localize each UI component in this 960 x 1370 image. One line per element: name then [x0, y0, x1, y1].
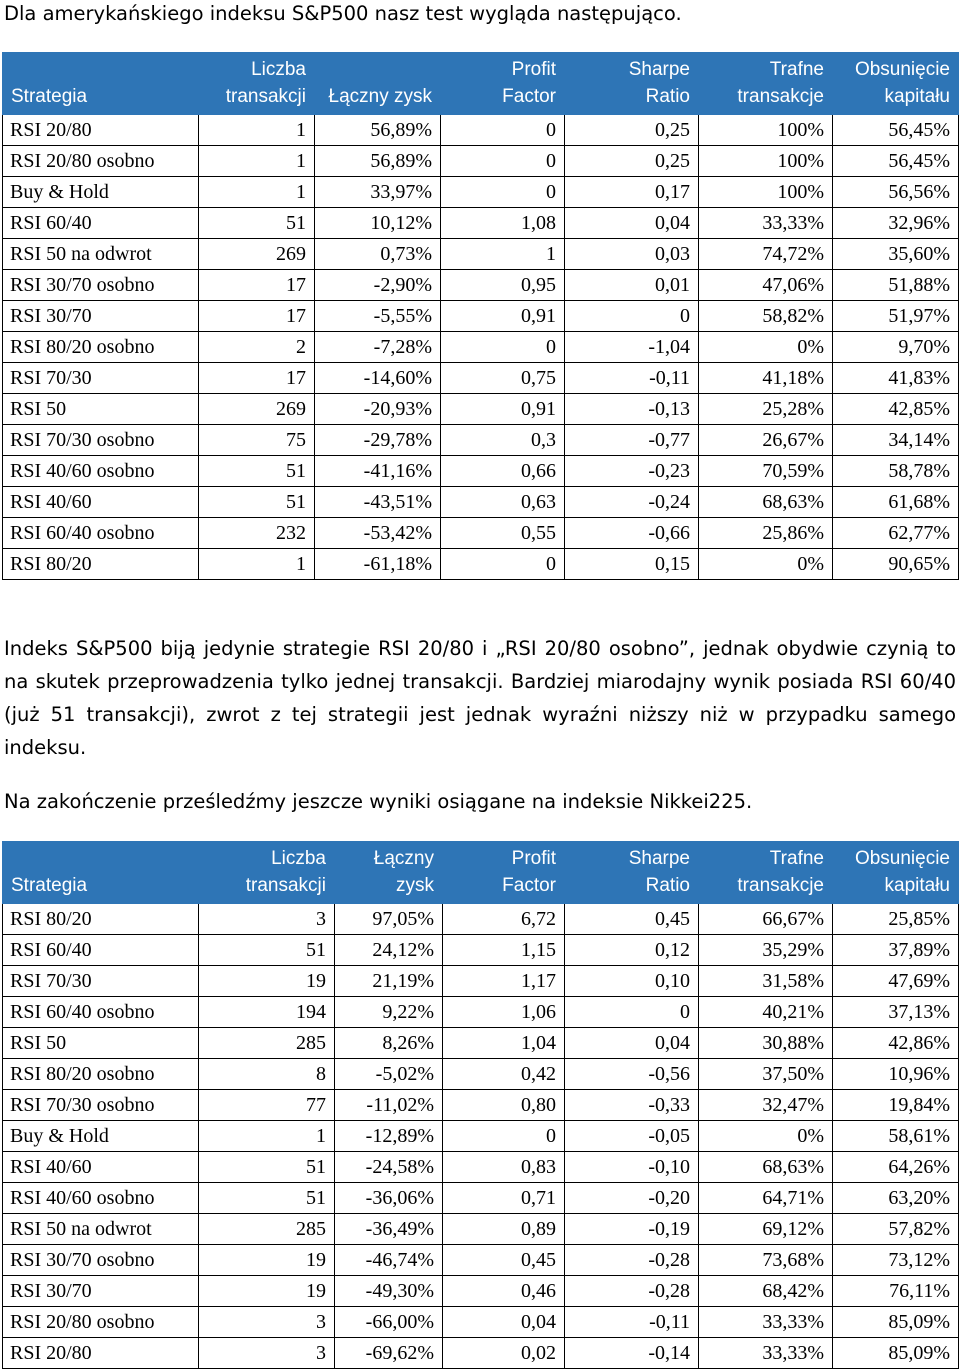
value-cell: 0,80	[443, 1090, 565, 1121]
value-cell: 19,84%	[833, 1090, 959, 1121]
strategy-cell: RSI 40/60 osobno	[3, 456, 199, 487]
table-row	[3, 1121, 959, 1152]
table-row	[3, 1028, 959, 1059]
column-header	[565, 842, 699, 904]
value-cell: -0,05	[565, 1121, 699, 1152]
value-cell: 0,83	[443, 1152, 565, 1183]
strategy-cell: Buy & Hold	[3, 177, 199, 208]
value-cell: 47,06%	[699, 270, 833, 301]
table-row	[3, 549, 959, 580]
table-row	[3, 332, 959, 363]
value-cell: 56,89%	[315, 146, 441, 177]
value-cell: -69,62%	[335, 1338, 443, 1369]
strategy-cell: RSI 70/30 osobno	[3, 425, 199, 456]
value-cell: 61,68%	[833, 487, 959, 518]
value-cell: -61,18%	[315, 549, 441, 580]
value-cell: -0,24	[565, 487, 699, 518]
value-cell: 34,14%	[833, 425, 959, 456]
value-cell: 51	[199, 208, 315, 239]
value-cell: 8,26%	[335, 1028, 443, 1059]
value-cell: 77	[199, 1090, 335, 1121]
value-cell: 56,89%	[315, 115, 441, 146]
strategy-cell: RSI 20/80 osobno	[3, 1307, 199, 1338]
strategy-cell: Buy & Hold	[3, 1121, 199, 1152]
value-cell: -66,00%	[335, 1307, 443, 1338]
strategy-cell: RSI 20/80	[3, 1338, 199, 1369]
value-cell: -11,02%	[335, 1090, 443, 1121]
table-row	[3, 363, 959, 394]
value-cell: 1,17	[443, 966, 565, 997]
value-cell: 0,3	[441, 425, 565, 456]
value-cell: -41,16%	[315, 456, 441, 487]
table-row	[3, 394, 959, 425]
value-cell: 33,33%	[699, 1338, 833, 1369]
value-cell: 68,42%	[699, 1276, 833, 1307]
value-cell: 1,06	[443, 997, 565, 1028]
strategy-cell: RSI 40/60	[3, 487, 199, 518]
value-cell: 74,72%	[699, 239, 833, 270]
nikkei225-results-table	[2, 841, 959, 1369]
value-cell: 73,12%	[833, 1245, 959, 1276]
column-header-text: Sharpe	[628, 59, 690, 80]
strategy-cell: RSI 40/60	[3, 1152, 199, 1183]
strategy-cell: RSI 60/40	[3, 935, 199, 966]
strategy-cell: RSI 40/60 osobno	[3, 1183, 199, 1214]
value-cell: -20,93%	[315, 394, 441, 425]
value-cell: 57,82%	[833, 1214, 959, 1245]
value-cell: 0,25	[565, 146, 699, 177]
strategy-cell: RSI 30/70	[3, 301, 199, 332]
value-cell: -0,11	[565, 363, 699, 394]
value-cell: 0,46	[443, 1276, 565, 1307]
value-cell: 75	[199, 425, 315, 456]
value-cell: 0,10	[565, 966, 699, 997]
value-cell: 100%	[699, 146, 833, 177]
value-cell: 1	[199, 177, 315, 208]
table-row	[3, 177, 959, 208]
value-cell: -5,02%	[335, 1059, 443, 1090]
column-header-text: Liczba	[251, 59, 306, 80]
value-cell: 1	[199, 1121, 335, 1152]
column-header	[335, 842, 443, 904]
table-row	[3, 1214, 959, 1245]
value-cell: 21,19%	[335, 966, 443, 997]
value-cell: 25,85%	[833, 904, 959, 935]
value-cell: 62,77%	[833, 518, 959, 549]
value-cell: 0%	[699, 332, 833, 363]
value-cell: 17	[199, 301, 315, 332]
strategy-cell: RSI 60/40 osobno	[3, 997, 199, 1028]
value-cell: 269	[199, 394, 315, 425]
value-cell: -0,23	[565, 456, 699, 487]
table-row	[3, 456, 959, 487]
strategy-cell: RSI 50 na odwrot	[3, 1214, 199, 1245]
value-cell: 0,91	[441, 301, 565, 332]
value-cell: -0,19	[565, 1214, 699, 1245]
value-cell: 194	[199, 997, 335, 1028]
value-cell: 1	[199, 115, 315, 146]
value-cell: 0,55	[441, 518, 565, 549]
column-header-text: Sharpe	[628, 848, 690, 869]
table-body	[3, 904, 959, 1369]
strategy-cell: RSI 20/80 osobno	[3, 146, 199, 177]
value-cell: 0	[441, 549, 565, 580]
value-cell: 3	[199, 904, 335, 935]
value-cell: 0,04	[565, 1028, 699, 1059]
value-cell: 0%	[699, 1121, 833, 1152]
value-cell: 0,02	[443, 1338, 565, 1369]
value-cell: -0,66	[565, 518, 699, 549]
value-cell: 100%	[699, 115, 833, 146]
value-cell: 9,70%	[833, 332, 959, 363]
value-cell: -49,30%	[335, 1276, 443, 1307]
value-cell: -0,14	[565, 1338, 699, 1369]
value-cell: 32,96%	[833, 208, 959, 239]
value-cell: 33,97%	[315, 177, 441, 208]
value-cell: 41,18%	[699, 363, 833, 394]
column-header	[565, 53, 699, 115]
table-row	[3, 115, 959, 146]
strategy-cell: RSI 50 na odwrot	[3, 239, 199, 270]
value-cell: 51	[199, 456, 315, 487]
strategy-cell: RSI 80/20	[3, 549, 199, 580]
column-header-text: zysk	[396, 875, 434, 896]
value-cell: -1,04	[565, 332, 699, 363]
table-row	[3, 270, 959, 301]
value-cell: 33,33%	[699, 1307, 833, 1338]
strategy-cell: RSI 80/20 osobno	[3, 332, 199, 363]
column-header-text: transakcje	[737, 875, 824, 896]
value-cell: 69,12%	[699, 1214, 833, 1245]
value-cell: 8	[199, 1059, 335, 1090]
strategy-cell: RSI 70/30	[3, 363, 199, 394]
value-cell: 6,72	[443, 904, 565, 935]
table-row	[3, 487, 959, 518]
value-cell: -5,55%	[315, 301, 441, 332]
value-cell: 1,15	[443, 935, 565, 966]
value-cell: 9,22%	[335, 997, 443, 1028]
value-cell: 37,50%	[699, 1059, 833, 1090]
value-cell: 0	[565, 301, 699, 332]
column-header-text: Strategia	[11, 86, 88, 107]
column-header	[833, 53, 959, 115]
value-cell: 58,61%	[833, 1121, 959, 1152]
value-cell: 0	[441, 146, 565, 177]
strategy-cell: RSI 30/70	[3, 1276, 199, 1307]
column-header	[443, 842, 565, 904]
value-cell: 0,42	[443, 1059, 565, 1090]
column-header-text: Obsunięcie	[854, 59, 950, 80]
value-cell: 0,63	[441, 487, 565, 518]
value-cell: 90,65%	[833, 549, 959, 580]
value-cell: 0%	[699, 549, 833, 580]
column-header-text: Łączny zysk	[328, 86, 432, 107]
value-cell: 33,33%	[699, 208, 833, 239]
value-cell: -0,56	[565, 1059, 699, 1090]
header-row	[3, 842, 959, 904]
column-header-text: Trafne	[769, 848, 824, 869]
column-header	[699, 842, 833, 904]
value-cell: 285	[199, 1214, 335, 1245]
strategy-cell: RSI 20/80	[3, 115, 199, 146]
value-cell: 24,12%	[335, 935, 443, 966]
value-cell: 0,17	[565, 177, 699, 208]
value-cell: 232	[199, 518, 315, 549]
value-cell: 19	[199, 1245, 335, 1276]
value-cell: 0,01	[565, 270, 699, 301]
value-cell: 285	[199, 1028, 335, 1059]
value-cell: 51	[199, 1152, 335, 1183]
value-cell: 1	[441, 239, 565, 270]
column-header-text: transakcje	[737, 86, 824, 107]
value-cell: 3	[199, 1338, 335, 1369]
value-cell: 64,71%	[699, 1183, 833, 1214]
column-header-text: transakcji	[245, 875, 326, 896]
value-cell: 0,25	[565, 115, 699, 146]
value-cell: 0	[441, 332, 565, 363]
value-cell: 68,63%	[699, 487, 833, 518]
value-cell: -0,77	[565, 425, 699, 456]
strategy-cell: RSI 80/20	[3, 904, 199, 935]
value-cell: 68,63%	[699, 1152, 833, 1183]
nikkei-intro-paragraph: Na zakończenie prześledźmy jeszcze wyniki osiągane na indeksie Nikkei225.	[4, 790, 753, 813]
column-header	[315, 53, 441, 115]
value-cell: -7,28%	[315, 332, 441, 363]
table-row	[3, 1152, 959, 1183]
value-cell: -36,49%	[335, 1214, 443, 1245]
value-cell: 10,96%	[833, 1059, 959, 1090]
value-cell: 0	[565, 997, 699, 1028]
column-header-text: Profit	[511, 848, 556, 869]
value-cell: 1,08	[441, 208, 565, 239]
value-cell: 0,04	[565, 208, 699, 239]
table-row	[3, 1338, 959, 1369]
value-cell: 2	[199, 332, 315, 363]
value-cell: 40,21%	[699, 997, 833, 1028]
column-header	[199, 53, 315, 115]
column-header-text: Liczba	[271, 848, 326, 869]
value-cell: 30,88%	[699, 1028, 833, 1059]
column-header-text: Trafne	[769, 59, 824, 80]
column-header-text: Ratio	[645, 875, 690, 896]
value-cell: -36,06%	[335, 1183, 443, 1214]
value-cell: 17	[199, 363, 315, 394]
value-cell: 0,45	[443, 1245, 565, 1276]
value-cell: 56,45%	[833, 146, 959, 177]
value-cell: -46,74%	[335, 1245, 443, 1276]
value-cell: 269	[199, 239, 315, 270]
sp500-results-table	[2, 52, 959, 580]
value-cell: 0,66	[441, 456, 565, 487]
value-cell: -0,11	[565, 1307, 699, 1338]
value-cell: -24,58%	[335, 1152, 443, 1183]
value-cell: 10,12%	[315, 208, 441, 239]
value-cell: -0,20	[565, 1183, 699, 1214]
strategy-cell: RSI 50	[3, 394, 199, 425]
value-cell: 47,69%	[833, 966, 959, 997]
value-cell: 25,28%	[699, 394, 833, 425]
value-cell: -0,28	[565, 1245, 699, 1276]
value-cell: 85,09%	[833, 1307, 959, 1338]
value-cell: 73,68%	[699, 1245, 833, 1276]
value-cell: 0,75	[441, 363, 565, 394]
header-row	[3, 53, 959, 115]
table-row	[3, 1245, 959, 1276]
table-row	[3, 425, 959, 456]
column-header	[3, 53, 199, 115]
strategy-cell: RSI 60/40 osobno	[3, 518, 199, 549]
table-row	[3, 1183, 959, 1214]
table-row	[3, 1307, 959, 1338]
strategy-cell: RSI 30/70 osobno	[3, 1245, 199, 1276]
strategy-cell: RSI 30/70 osobno	[3, 270, 199, 301]
table-row	[3, 1059, 959, 1090]
value-cell: 35,29%	[699, 935, 833, 966]
value-cell: 51,88%	[833, 270, 959, 301]
value-cell: 25,86%	[699, 518, 833, 549]
strategy-cell: RSI 50	[3, 1028, 199, 1059]
value-cell: -29,78%	[315, 425, 441, 456]
intro-text: Dla amerykańskiego indeksu S&P500 nasz test wygląda następująco.	[4, 2, 682, 25]
value-cell: 85,09%	[833, 1338, 959, 1369]
value-cell: 76,11%	[833, 1276, 959, 1307]
value-cell: 0	[441, 115, 565, 146]
value-cell: 51	[199, 935, 335, 966]
table-row	[3, 997, 959, 1028]
value-cell: 32,47%	[699, 1090, 833, 1121]
table-row	[3, 208, 959, 239]
value-cell: 17	[199, 270, 315, 301]
value-cell: 41,83%	[833, 363, 959, 394]
value-cell: 26,67%	[699, 425, 833, 456]
value-cell: 58,78%	[833, 456, 959, 487]
table-row	[3, 1090, 959, 1121]
value-cell: 63,20%	[833, 1183, 959, 1214]
table-body	[3, 115, 959, 580]
value-cell: -0,10	[565, 1152, 699, 1183]
value-cell: -53,42%	[315, 518, 441, 549]
value-cell: 35,60%	[833, 239, 959, 270]
column-header	[199, 842, 335, 904]
value-cell: 51,97%	[833, 301, 959, 332]
value-cell: 31,58%	[699, 966, 833, 997]
value-cell: 66,67%	[699, 904, 833, 935]
column-header-text: Factor	[502, 875, 556, 896]
value-cell: 100%	[699, 177, 833, 208]
column-header	[441, 53, 565, 115]
column-header-text: Łączny	[373, 848, 434, 869]
value-cell: 42,86%	[833, 1028, 959, 1059]
value-cell: -0,13	[565, 394, 699, 425]
value-cell: 0,03	[565, 239, 699, 270]
value-cell: 56,45%	[833, 115, 959, 146]
value-cell: 0	[441, 177, 565, 208]
table-row	[3, 146, 959, 177]
value-cell: -12,89%	[335, 1121, 443, 1152]
value-cell: -0,28	[565, 1276, 699, 1307]
value-cell: 0,45	[565, 904, 699, 935]
value-cell: 64,26%	[833, 1152, 959, 1183]
column-header	[3, 842, 199, 904]
value-cell: 1,04	[443, 1028, 565, 1059]
value-cell: 42,85%	[833, 394, 959, 425]
value-cell: 0,91	[441, 394, 565, 425]
column-header-text: Profit	[511, 59, 556, 80]
value-cell: 0	[443, 1121, 565, 1152]
value-cell: 37,89%	[833, 935, 959, 966]
value-cell: -43,51%	[315, 487, 441, 518]
value-cell: 0,12	[565, 935, 699, 966]
value-cell: -2,90%	[315, 270, 441, 301]
value-cell: 0,95	[441, 270, 565, 301]
column-header-text: kapitału	[884, 86, 950, 107]
column-header-text: Obsunięcie	[854, 848, 950, 869]
table-row	[3, 301, 959, 332]
table-row	[3, 935, 959, 966]
value-cell: 19	[199, 966, 335, 997]
value-cell: 58,82%	[699, 301, 833, 332]
value-cell: 0,89	[443, 1214, 565, 1245]
value-cell: 97,05%	[335, 904, 443, 935]
column-header-text: Ratio	[645, 86, 690, 107]
value-cell: 19	[199, 1276, 335, 1307]
value-cell: 0,04	[443, 1307, 565, 1338]
column-header-text: kapitału	[884, 875, 950, 896]
strategy-cell: RSI 70/30 osobno	[3, 1090, 199, 1121]
table-header	[3, 842, 959, 904]
value-cell: 37,13%	[833, 997, 959, 1028]
table-row	[3, 1276, 959, 1307]
table-header	[3, 53, 959, 115]
value-cell: 0,73%	[315, 239, 441, 270]
value-cell: 70,59%	[699, 456, 833, 487]
table-row	[3, 904, 959, 935]
value-cell: -0,33	[565, 1090, 699, 1121]
value-cell: 51	[199, 1183, 335, 1214]
column-header	[699, 53, 833, 115]
value-cell: 3	[199, 1307, 335, 1338]
column-header	[833, 842, 959, 904]
strategy-cell: RSI 60/40	[3, 208, 199, 239]
value-cell: 1	[199, 549, 315, 580]
strategy-cell: RSI 80/20 osobno	[3, 1059, 199, 1090]
table-row	[3, 239, 959, 270]
column-header-text: Strategia	[11, 875, 88, 896]
summary-paragraph: Indeks S&P500 biją jedynie strategie RSI 20/80 i „RSI 20/80 osobno”, jednak obydwie czynią to na skutek przeprowadzenia tylko jednej transakcji. Bardziej miarodajny wynik posiada RSI 60/40 (już 51 transakcji), zwrot z tej strategii jest jednak wyraźni niższy niż w przypadku samego indeksu.	[4, 637, 956, 759]
column-header-text: Factor	[502, 86, 556, 107]
strategy-cell: RSI 70/30	[3, 966, 199, 997]
table-row	[3, 518, 959, 549]
table-row	[3, 966, 959, 997]
value-cell: 56,56%	[833, 177, 959, 208]
value-cell: 0,71	[443, 1183, 565, 1214]
value-cell: 1	[199, 146, 315, 177]
value-cell: 51	[199, 487, 315, 518]
column-header-text: transakcji	[225, 86, 306, 107]
value-cell: -14,60%	[315, 363, 441, 394]
value-cell: 0,15	[565, 549, 699, 580]
